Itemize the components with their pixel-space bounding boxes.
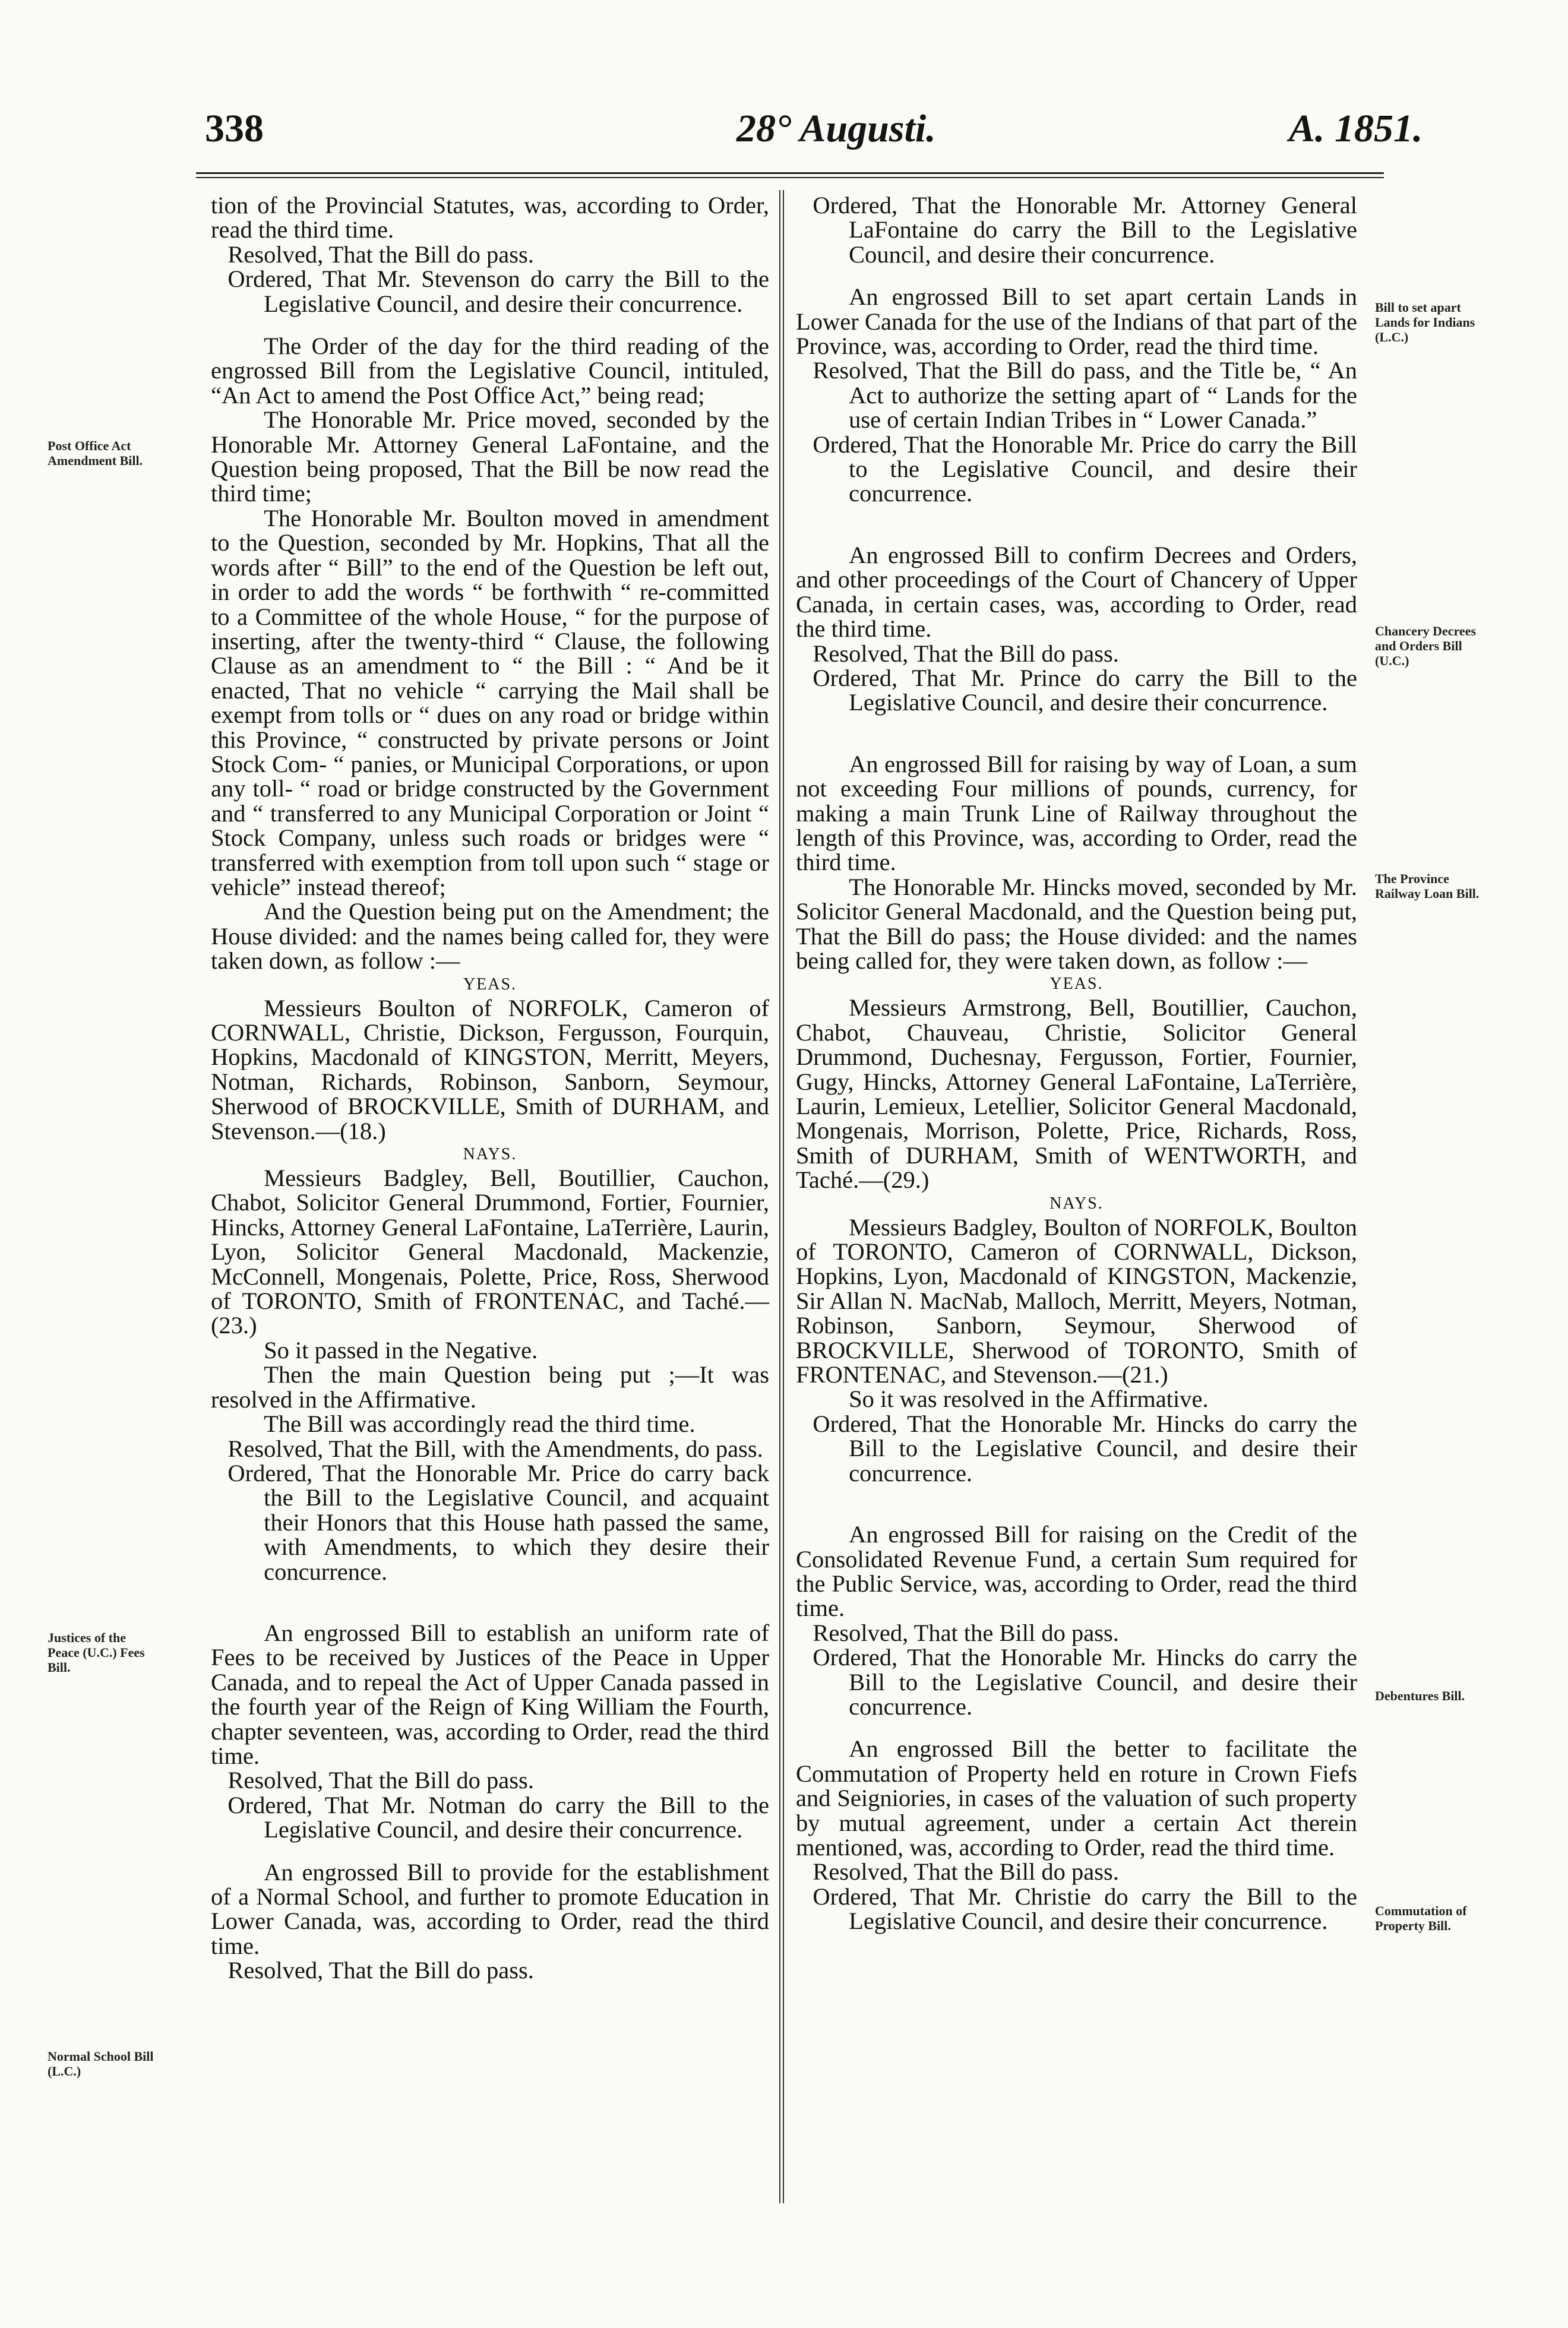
paragraph: An engrossed Bill for raising on the Credit of the Consolidated Revenue Fund, a certain Sum required for the Public Service, was, according to Order, read the third time.: [796, 1521, 1357, 1622]
margin-note: Justices of the Peace (U.C.) Fees Bill.: [48, 1630, 145, 1675]
resolution: Resolved, That the Bill do pass.: [227, 241, 534, 268]
division-list: Messieurs Boulton of NORFOLK, Cameron of CORNWALL, Christie, Dickson, Fergusson, Fourquin, Hopkins, Macdonald of KINGSTON, Merritt, Meyers, Notman, Richards, Robinson, Sanborn, Seymour, Sherwood of BROCKVILLE, Smith of DURHAM, and Stevenson.—(18.): [211, 994, 769, 1144]
resolution: Resolved, That the Bill do pass.: [227, 1957, 534, 1984]
order: Ordered, That the Honorable Mr. Price do carry back the Bill to the Legislative Council, and acquaint their Honors that this House hath passed the same, with Amendments, to which they desire their concurrence.: [227, 1459, 769, 1585]
margin-note: Normal School Bill (L.C.): [48, 2049, 154, 2079]
order: Ordered, That Mr. Prince do carry the Bill to the Legislative Council, and desire their concurrence.: [813, 664, 1357, 716]
resolution: Resolved, That the Bill do pass.: [227, 1767, 534, 1794]
paragraph: So it passed in the Negative.: [264, 1336, 538, 1364]
paragraph: An engrossed Bill the better to facilitate the Commutation of Property held en roture in Crown Fiefs and Seigniories, in cases of the valuation of such property by mutual agreement, under a certain Act therein mentioned, was, according to Order, read the third time.: [796, 1735, 1357, 1861]
right-column: [796, 193, 1357, 1934]
paragraph: An engrossed Bill to confirm Decrees and Orders, and other proceedings of the Court of Chancery of Upper Canada, in certain cases, was, according to Order, read the third time.: [796, 541, 1357, 643]
division-list: Messieurs Badgley, Boulton of NORFOLK, Boulton of TORONTO, Cameron of CORNWALL, Dickson, Hopkins, Lyon, Macdonald of KINGSTON, Mackenzie, Sir Allan N. MacNab, Malloch, Merritt, Meyers, Notman, Robinson, Sanborn, Seymour, Sherwood of BROCKVILLE, Sherwood of TORONTO, Smith of FRONTENAC, and Stevenson.—(21.): [796, 1213, 1357, 1388]
order: Ordered, That the Honorable Mr. Hincks do carry the Bill to the Legislative Council, and desire their concurrence.: [813, 1644, 1357, 1720]
running-head-year: A. 1851.: [1289, 107, 1423, 150]
page-number: 338: [205, 107, 264, 150]
header-rule: [196, 172, 1384, 174]
order: Ordered, That the Honorable Mr. Hincks do carry the Bill to the Legislative Council, and desire their concurrence.: [813, 1410, 1357, 1486]
paragraph: The Honorable Mr. Hincks moved, seconded by Mr. Solicitor General Macdonald, and the Question being put, That the Bill do pass; the House divided: and the names being called for, they were taken down, as follow :—: [796, 873, 1357, 974]
division-list: Messieurs Armstrong, Bell, Boutillier, Cauchon, Chabot, Chauveau, Christie, Solicitor General Drummond, Duchesnay, Fergusson, Fortier, Fournier, Gugy, Hincks, Attorney General LaFontaine, LaTerrière, Laurin, Lemieux, Letellier, Solicitor General Macdonald, Mongenais, Morrison, Polette, Price, Richards, Ross, Smith of DURHAM, Smith of WENTWORTH, and Taché.—(29.): [796, 994, 1357, 1194]
order: Ordered, That Mr. Stevenson do carry the Bill to the Legislative Council, and desire their concurrence.: [227, 265, 769, 317]
header-rule-thin: [196, 177, 1384, 178]
column-divider: [783, 190, 784, 2203]
nays-heading: NAYS.: [463, 1145, 517, 1164]
paragraph: An engrossed Bill for raising by way of Loan, a sum not exceeding Four millions of pounds, currency, for making a main Trunk Line of Railway throughout the length of this Province, was, according to Order, read the third time.: [796, 750, 1357, 876]
left-column: [211, 193, 769, 1983]
paragraph: Then the main Question being put ;—It was resolved in the Affirmative.: [211, 1361, 769, 1413]
paragraph: The Honorable Mr. Price moved, seconded by the Honorable Mr. Attorney General LaFontaine, and the Question being proposed, That the Bill be now read the third time;: [211, 406, 769, 507]
resolution: Resolved, That the Bill do pass.: [813, 1858, 1119, 1886]
paragraph: The Bill was accordingly read the third time.: [264, 1410, 696, 1438]
division-list: Messieurs Badgley, Bell, Boutillier, Cauchon, Chabot, Solicitor General Drummond, Fortier, Fournier, Hincks, Attorney General LaFontaine, LaTerrière, Laurin, Lyon, Solicitor General Macdonald, Mackenzie, McConnell, Mongenais, Polette, Price, Ross, Sherwood of TORONTO, Smith of FRONTENAC, and Taché.—(23.): [211, 1165, 769, 1339]
margin-note: Debentures Bill.: [1375, 1688, 1465, 1703]
paragraph: And the Question being put on the Amendment; the House divided: and the names being called for, they were taken down, as follow :—: [211, 898, 769, 975]
paragraph: An engrossed Bill to set apart certain Lands in Lower Canada for the use of the Indians of that part of the Province, was, according to Order, read the third time.: [796, 283, 1357, 360]
yeas-heading: YEAS.: [1049, 975, 1104, 994]
margin-note: Chancery Decrees and Orders Bill (U.C.): [1375, 624, 1477, 668]
column-divider: [779, 190, 780, 2203]
running-head-date: 28° Augusti.: [736, 107, 936, 150]
paragraph: An engrossed Bill to establish an uniform rate of Fees to be received by Justices of the Peace in Upper Canada, and to repeal the Act of Upper Canada passed in the fourth year of the Reign of King William the Fourth, chapter seventeen, was, according to Order, read the third time.: [211, 1619, 769, 1769]
resolution: Resolved, That the Bill do pass.: [813, 1619, 1119, 1646]
order: Ordered, That Mr. Notman do carry the Bill to the Legislative Council, and desire their concurrence.: [227, 1791, 769, 1843]
paragraph: An engrossed Bill to provide for the establishment of a Normal School, and further to promote Education in Lower Canada, was, according to Order, read the third time.: [211, 1858, 769, 1959]
order: Ordered, That the Honorable Mr. Price do carry the Bill to the Legislative Council, and desire their concurrence.: [813, 431, 1357, 507]
yeas-heading: YEAS.: [463, 975, 517, 994]
paragraph: So it was resolved in the Affirmative.: [849, 1386, 1209, 1413]
nays-heading: NAYS.: [1049, 1194, 1104, 1213]
paragraph: tion of the Provincial Statutes, was, according to Order, read the third time.: [211, 192, 769, 243]
resolution: Resolved, That the Bill do pass, and the Title be, “ An Act to authorize the setting apart of “ Lands for the use of certain Indian Tribes in “ Lower Canada.”: [813, 357, 1357, 434]
order: Ordered, That Mr. Christie do carry the Bill to the Legislative Council, and desire their concurrence.: [813, 1883, 1357, 1935]
resolution: Resolved, That the Bill do pass.: [813, 640, 1119, 667]
margin-note: Bill to set apart Lands for Indians (L.C.): [1375, 300, 1475, 344]
margin-note: Commutation of Property Bill.: [1375, 1903, 1467, 1933]
margin-note: The Province Railway Loan Bill.: [1375, 871, 1480, 901]
resolution: Resolved, That the Bill, with the Amendments, do pass.: [227, 1435, 763, 1462]
margin-note: Post Office Act Amendment Bill.: [48, 438, 143, 468]
paragraph: The Honorable Mr. Boulton moved in amendment to the Question, seconded by Mr. Hopkins, That all the words after “ Bill” to the end of the Question be left out, in order to add the words “ be forthwith “ re-committed to a Committee of the whole House, “ for the purpose of inserting, after the twenty-third “ Clause, the following Clause as an amendment to “ the Bill : “ And be it enacted, That no vehicle “ carrying the Mail shall be exempt from tolls or “ dues on any road or bridge within this Province, “ constructed by private persons or Joint Stock Com- “ panies, or Municipal Corporations, or upon any toll- “ road or bridge constructed by the Government and “ transferred to any Municipal Corporation or Joint “ Stock Company, unless such roads or bridges were “ transferred with exemption from toll upon such “ stage or vehicle” instead thereof;: [211, 504, 769, 900]
paragraph: The Order of the day for the third reading of the engrossed Bill from the Legislative Council, intituled, “An Act to amend the Post Office Act,” being read;: [211, 333, 769, 409]
order: Ordered, That the Honorable Mr. Attorney General LaFontaine do carry the Bill to the Legislative Council, and desire their concurrence.: [813, 192, 1357, 268]
